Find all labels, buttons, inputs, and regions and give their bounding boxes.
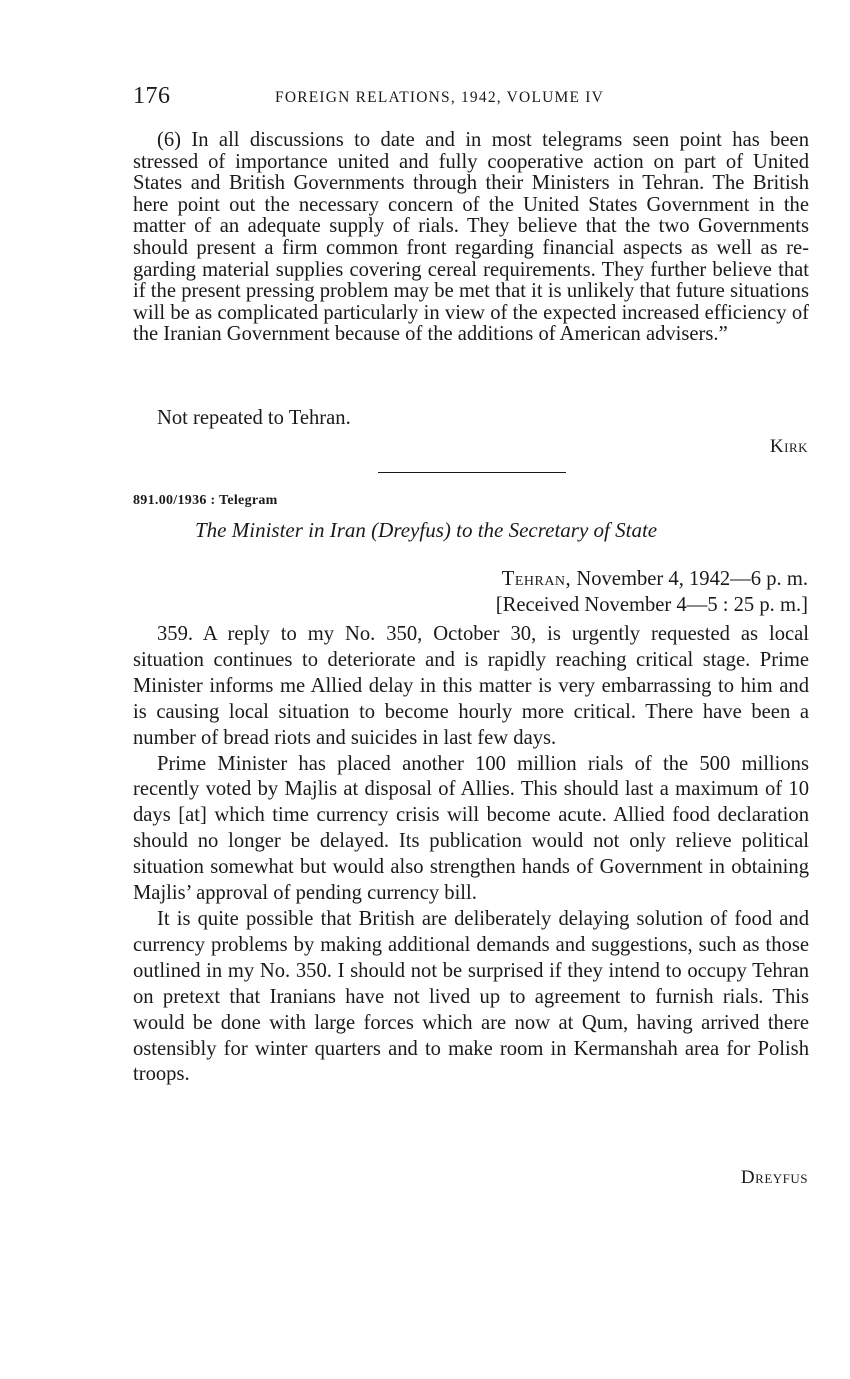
document-title: The Minister in Iran (Dreyfus) to the Secretary of State [195, 518, 658, 542]
paragraph: Prime Minister has placed another 100 million rials of the 500 millions recently voted by Majlis at disposal of Allies. This should last a maximum of 10 days [at] which time currency crisis will become acute. Allied food declaration should no longer be delayed. Its publication would not only relieve political situation somewhat but would also strengthen hands of Government in obtaining Majlis’ approval of pending currency bill. [133, 752, 809, 905]
paragraph: (6) In all discussions to date and in most telegrams seen point has been stressed of importance united and fully cooperative action on part of United States and British Governments through their Ministers in Tehran. The British here point out the necessary concern of the United States Government in the matter of an adequate supply of rials. They believe that the two Governments should present a firm common front regarding financial aspects as well as regarding material supplies covering cereal requirements. They further believe that if the present pressing problem may be met that it is unlikely that future situations will be as complicated particularly in view of the expected increased efficiency of the Iranian Government because of the additions of American advisers.” [133, 129, 809, 346]
page-header [133, 80, 809, 114]
not-repeated-note: Not repeated to Tehran. [157, 407, 351, 429]
file-reference: 891.00/1936 : Telegram [133, 493, 278, 508]
signature-dreyfus: Dreyfus [740, 1167, 808, 1188]
dateline [496, 566, 808, 618]
telegram-body [133, 622, 809, 1088]
continued-telegram-text [133, 130, 809, 346]
running-head: FOREIGN RELATIONS, 1942, VOLUME IV [275, 89, 604, 106]
paragraph: 359. A reply to my No. 350, October 30, is urgently requested as local situation continues to deteriorate and is rapidly reaching critical stage. Prime Minister informs me Allied delay in this matter is very embarrassing to him and is causing local situation to become hourly more critical. There have been a number of bread riots and suicides in last few days. [133, 623, 809, 749]
sent-line [496, 566, 808, 592]
sent-date: November 4, 1942—6 p. m. [571, 568, 808, 590]
received-line: [Received November 4—5 : 25 p. m.] [495, 594, 808, 616]
paragraph: It is quite possible that British are deliberately delaying solution of food and currency problems by making additional demands and suggestions, such as those outlined in my No. 350. I should not be surprised if they intend to occupy Tehran on pretext that Iranians have not lived up to agreement to furnish rials. This would be done with large forces which are now at Qum, having arrived there ostensibly for winter quarters and to make room in Kermanshah area for Polish troops. [133, 907, 809, 1086]
page-number: 176 [133, 83, 171, 109]
section-divider [378, 472, 566, 473]
signature-kirk: Kirk [769, 436, 808, 457]
place-name: Tehran, [501, 568, 572, 590]
